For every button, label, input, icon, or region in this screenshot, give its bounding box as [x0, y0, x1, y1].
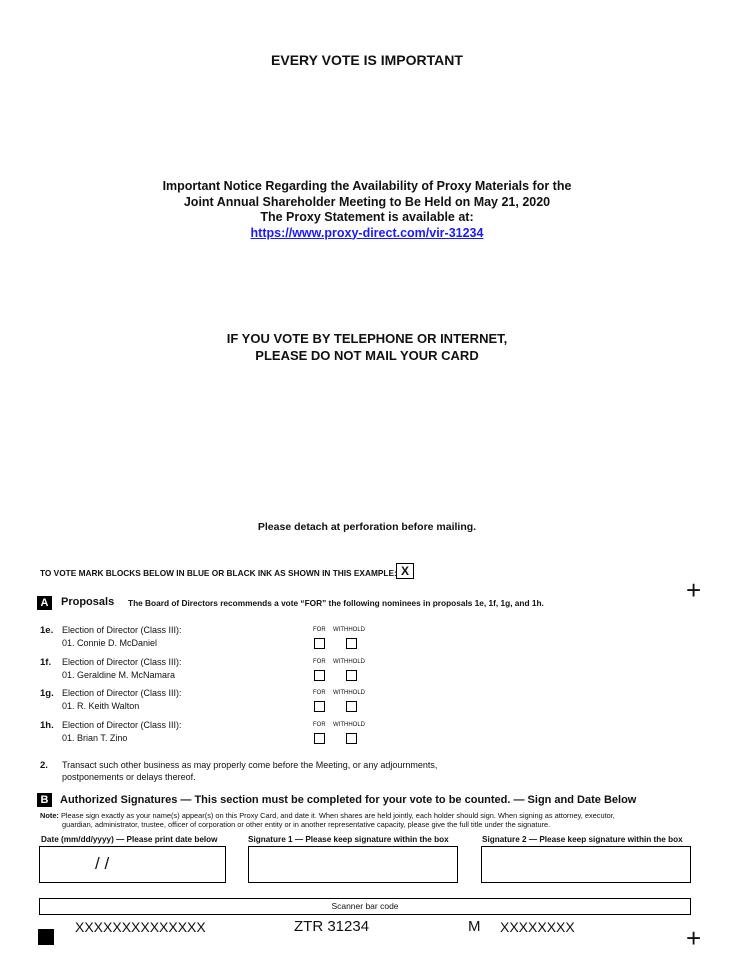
withhold-header: WITHHOLD — [333, 722, 365, 728]
control-code: ZTR 31234 — [294, 918, 370, 935]
proxy-statement-link[interactable]: https://www.proxy-direct.com/vir-31234 — [250, 225, 484, 240]
for-checkbox[interactable] — [314, 638, 325, 649]
signature-note — [40, 811, 700, 829]
withhold-header: WITHHOLD — [333, 659, 365, 665]
for-checkbox[interactable] — [314, 701, 325, 712]
date-label: Date (mm/dd/yyyy) — Please print date below — [41, 835, 218, 844]
vote-warning-line-1: IF YOU VOTE BY TELEPHONE OR INTERNET, — [226, 331, 508, 346]
nominee-name: 01. Geraldine M. McNamara — [62, 670, 176, 680]
signature-1-label: Signature 1 — Please keep signature within the box — [248, 835, 449, 844]
section-a-title: Proposals — [61, 596, 115, 608]
item-2-number: 2. — [40, 760, 48, 771]
withhold-checkbox[interactable] — [346, 638, 357, 649]
proposal-text: Election of Director (Class III): — [62, 657, 182, 667]
notice-line-2: Joint Annual Shareholder Meeting to Be Held on May 21, 2020 — [183, 194, 551, 209]
registration-mark-plus-bottom: + — [686, 923, 702, 953]
proposal-1g — [40, 688, 460, 714]
vote-warning-line-2: PLEASE DO NOT MAIL YOUR CARD — [255, 348, 479, 363]
section-b-title: Authorized Signatures — This section must be completed for your vote to be counted. — Sign and Date Below — [60, 794, 637, 806]
proposal-1f — [40, 657, 460, 683]
signature-1-box[interactable] — [248, 846, 458, 883]
detach-instruction: Please detach at perforation before mailing. — [257, 521, 477, 533]
section-a-badge: A — [37, 596, 52, 610]
proposal-number: 1f. — [40, 657, 52, 668]
proposal-text: Election of Director (Class III): — [62, 720, 182, 730]
note-line-1: Please sign exactly as your name(s) appear(s) on this Proxy Card, and date it. When shares are held jointly, each holder should sign. When signing as attorney, executor, — [60, 811, 615, 820]
board-recommendation: The Board of Directors recommends a vote “FOR” the following nominees in proposals 1e, 1f, 1g, and 1h. — [128, 598, 544, 608]
proposal-text: Election of Director (Class III): — [62, 688, 182, 698]
withhold-header: WITHHOLD — [333, 627, 365, 633]
item-2-line-1: Transact such other business as may properly come before the Meeting, or any adjournments, — [62, 760, 438, 770]
note-label: Note: — [40, 811, 59, 820]
for-header: FOR — [313, 722, 326, 728]
withhold-header: WITHHOLD — [333, 690, 365, 696]
mark-instruction: TO VOTE MARK BLOCKS BELOW IN BLUE OR BLACK INK AS SHOWN IN THIS EXAMPLE: — [40, 568, 397, 578]
availability-notice — [0, 179, 734, 241]
proposal-number: 1g. — [40, 688, 54, 699]
registration-mark-plus: + — [686, 575, 702, 605]
proposal-1e — [40, 625, 460, 651]
for-header: FOR — [313, 659, 326, 665]
card-code-number: XXXXXXXX — [500, 919, 575, 935]
page-title: EVERY VOTE IS IMPORTANT — [271, 52, 463, 68]
signature-2-box[interactable] — [481, 846, 691, 883]
date-slashes: / / — [95, 854, 110, 873]
card-code-letter: M — [468, 918, 481, 935]
nominee-name: 01. Brian T. Zino — [62, 733, 128, 743]
section-b-badge: B — [37, 793, 52, 807]
withhold-checkbox[interactable] — [346, 670, 357, 681]
proposal-number: 1h. — [40, 720, 54, 731]
proposal-text: Election of Director (Class III): — [62, 625, 182, 635]
notice-line-1: Important Notice Regarding the Availability of Proxy Materials for the — [162, 179, 572, 193]
registration-mark-square — [38, 929, 54, 945]
item-2-line-2: postponements or delays thereof. — [62, 772, 196, 782]
withhold-checkbox[interactable] — [346, 701, 357, 712]
account-code: XXXXXXXXXXXXXX — [75, 919, 206, 935]
notice-line-3: The Proxy Statement is available at: — [260, 210, 474, 224]
proposal-1h — [40, 720, 460, 746]
nominee-name: 01. R. Keith Walton — [62, 701, 140, 711]
withhold-checkbox[interactable] — [346, 733, 357, 744]
signature-2-label: Signature 2 — Please keep signature within the box — [482, 835, 683, 844]
example-checkbox: X — [396, 563, 414, 579]
for-header: FOR — [313, 690, 326, 696]
date-input-box[interactable] — [39, 846, 226, 883]
nominee-name: 01. Connie D. McDaniel — [62, 638, 158, 648]
proposal-number: 1e. — [40, 625, 54, 636]
vote-warning — [0, 330, 734, 364]
scanner-bar-code: Scanner bar code — [39, 898, 691, 915]
note-line-2: guardian, administrator, trustee, officer of corporation or other entity or in another representative capacity, please give the full title under the signature. — [62, 820, 551, 829]
for-checkbox[interactable] — [314, 733, 325, 744]
for-checkbox[interactable] — [314, 670, 325, 681]
for-header: FOR — [313, 627, 326, 633]
